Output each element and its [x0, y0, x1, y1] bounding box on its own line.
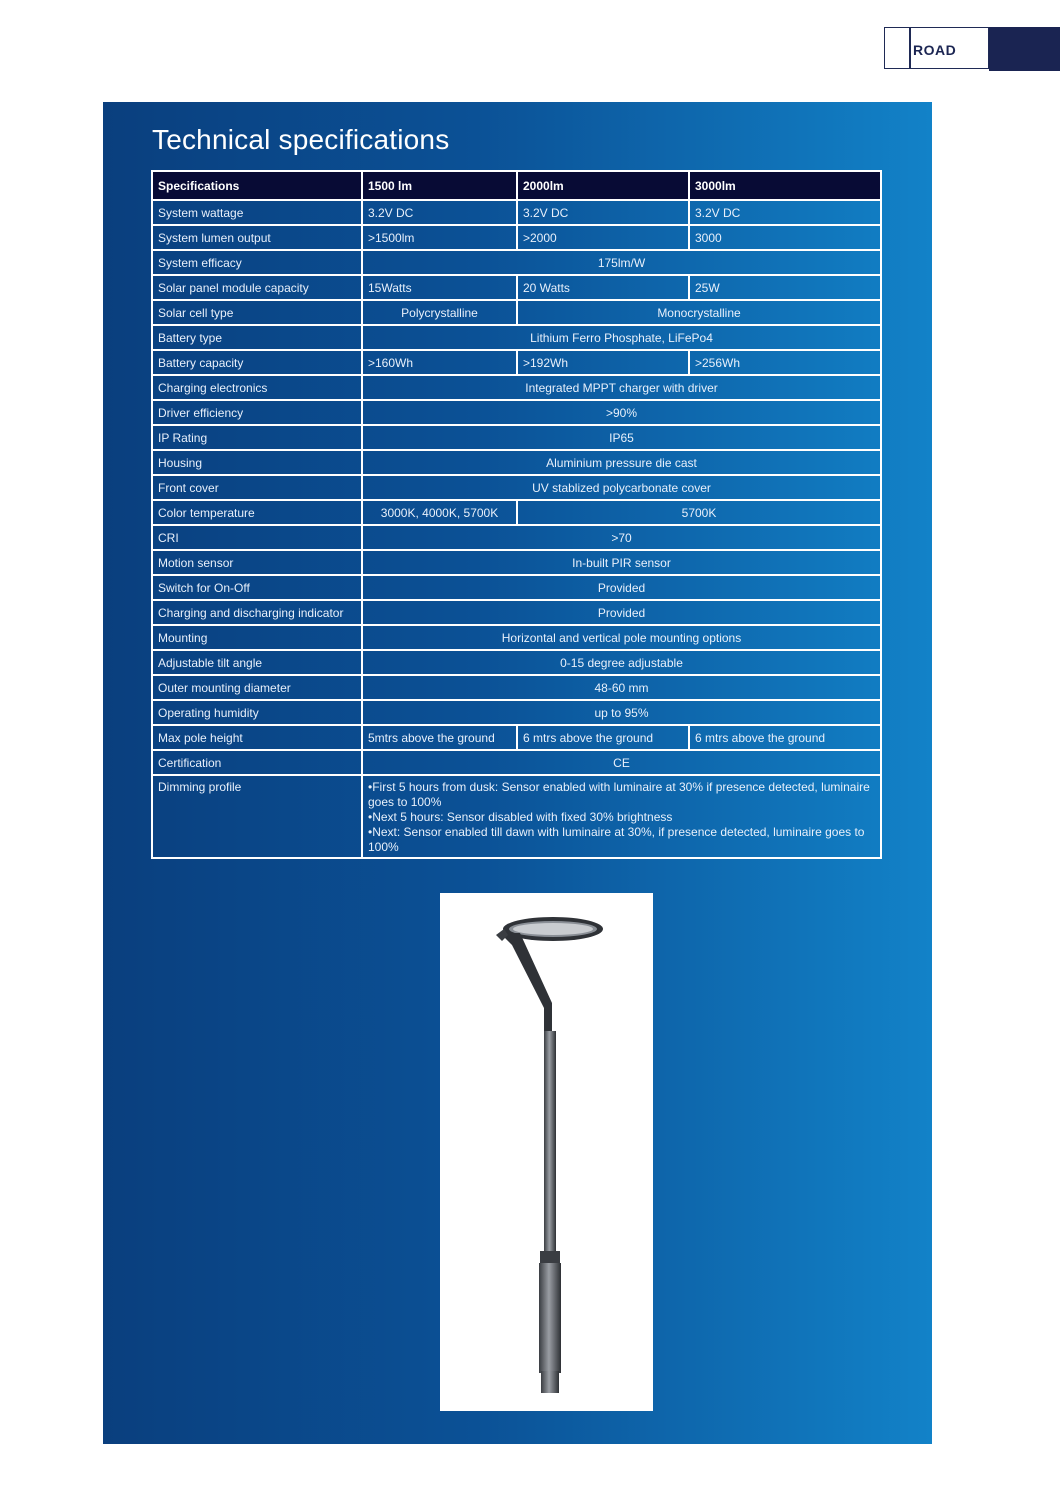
section-tab-box [884, 27, 989, 69]
table-cell: 5700K [517, 500, 881, 525]
table-cell: 3000K, 4000K, 5700K [362, 500, 517, 525]
table-row [152, 650, 881, 675]
table-row [152, 400, 881, 425]
row-label: Charging and discharging indicator [152, 600, 362, 625]
table-cell: Integrated MPPT charger with driver [362, 375, 881, 400]
row-label: Color temperature [152, 500, 362, 525]
table-cell: CE [362, 750, 881, 775]
row-label: Housing [152, 450, 362, 475]
table-row [152, 275, 881, 300]
table-cell: Monocrystalline [517, 300, 881, 325]
dimming-profile-cell [362, 775, 881, 858]
table-row [152, 300, 881, 325]
table-cell: 0-15 degree adjustable [362, 650, 881, 675]
row-label: Driver efficiency [152, 400, 362, 425]
table-row [152, 475, 881, 500]
table-cell: 20 Watts [517, 275, 689, 300]
dimming-line: •Next: Sensor enabled till dawn with luminaire at 30%, if presence detected, luminaire goes to 100% [368, 825, 865, 854]
page-title: Technical specifications [152, 124, 450, 155]
row-label: Solar panel module capacity [152, 275, 362, 300]
row-label: System wattage [152, 200, 362, 225]
row-label: Front cover [152, 475, 362, 500]
table-header-row [152, 171, 881, 200]
table-cell: 6 mtrs above the ground [689, 725, 881, 750]
table-cell: >256Wh [689, 350, 881, 375]
table-cell: 3.2V DC [517, 200, 689, 225]
table-cell: 3.2V DC [689, 200, 881, 225]
row-label: Max pole height [152, 725, 362, 750]
table-cell: up to 95% [362, 700, 881, 725]
table-cell: 3.2V DC [362, 200, 517, 225]
table-cell: Aluminium pressure die cast [362, 450, 881, 475]
table-row [152, 525, 881, 550]
table-cell: >90% [362, 400, 881, 425]
table-cell: Provided [362, 600, 881, 625]
table-header-cell: 2000lm [517, 171, 689, 200]
table-header-cell: 3000lm [689, 171, 881, 200]
row-label: Solar cell type [152, 300, 362, 325]
table-cell: 3000 [689, 225, 881, 250]
table-row [152, 325, 881, 350]
table-cell: Lithium Ferro Phosphate, LiFePo4 [362, 325, 881, 350]
row-label: Operating humidity [152, 700, 362, 725]
row-label: Outer mounting diameter [152, 675, 362, 700]
table-cell: In-built PIR sensor [362, 550, 881, 575]
table-header-cell: 1500 lm [362, 171, 517, 200]
table-row [152, 700, 881, 725]
section-tab-label: ROAD [913, 42, 957, 58]
table-row [152, 625, 881, 650]
spec-table [151, 170, 882, 859]
street-light-image [440, 893, 653, 1411]
section-tab [884, 27, 1060, 71]
table-cell: >1500lm [362, 225, 517, 250]
table-row [152, 250, 881, 275]
table-row [152, 350, 881, 375]
row-label: Dimming profile [152, 775, 362, 858]
table-row [152, 775, 881, 858]
row-label: Adjustable tilt angle [152, 650, 362, 675]
table-row [152, 725, 881, 750]
row-label: Switch for On-Off [152, 575, 362, 600]
table-cell: >70 [362, 525, 881, 550]
table-row [152, 550, 881, 575]
table-row [152, 225, 881, 250]
table-row [152, 375, 881, 400]
table-cell: Polycrystalline [362, 300, 517, 325]
table-row [152, 750, 881, 775]
row-label: IP Rating [152, 425, 362, 450]
table-row [152, 200, 881, 225]
row-label: Certification [152, 750, 362, 775]
table-cell: 6 mtrs above the ground [517, 725, 689, 750]
table-cell: 5mtrs above the ground [362, 725, 517, 750]
row-label: Charging electronics [152, 375, 362, 400]
table-cell: >2000 [517, 225, 689, 250]
table-row [152, 425, 881, 450]
row-label: System efficacy [152, 250, 362, 275]
street-light-pole-icon [440, 893, 653, 1411]
row-label: System lumen output [152, 225, 362, 250]
table-row [152, 450, 881, 475]
table-row [152, 500, 881, 525]
table-cell: >160Wh [362, 350, 517, 375]
table-cell: Provided [362, 575, 881, 600]
row-label: CRI [152, 525, 362, 550]
section-tab-divider [909, 28, 911, 68]
table-cell: Horizontal and vertical pole mounting options [362, 625, 881, 650]
table-cell: 175lm/W [362, 250, 881, 275]
table-cell: >192Wh [517, 350, 689, 375]
section-tab-bar [989, 27, 1060, 71]
table-header-cell: Specifications [152, 171, 362, 200]
table-cell: 48-60 mm [362, 675, 881, 700]
row-label: Battery capacity [152, 350, 362, 375]
table-cell: IP65 [362, 425, 881, 450]
table-row [152, 600, 881, 625]
dimming-line: •First 5 hours from dusk: Sensor enabled with luminaire at 30% if presence detected, luminaire goes to 100% [368, 780, 870, 809]
table-row [152, 675, 881, 700]
row-label: Motion sensor [152, 550, 362, 575]
table-cell: 25W [689, 275, 881, 300]
table-cell: UV stablized polycarbonate cover [362, 475, 881, 500]
row-label: Mounting [152, 625, 362, 650]
dimming-line: •Next 5 hours: Sensor disabled with fixed 30% brightness [368, 810, 673, 824]
table-row [152, 575, 881, 600]
table-cell: 15Watts [362, 275, 517, 300]
row-label: Battery type [152, 325, 362, 350]
